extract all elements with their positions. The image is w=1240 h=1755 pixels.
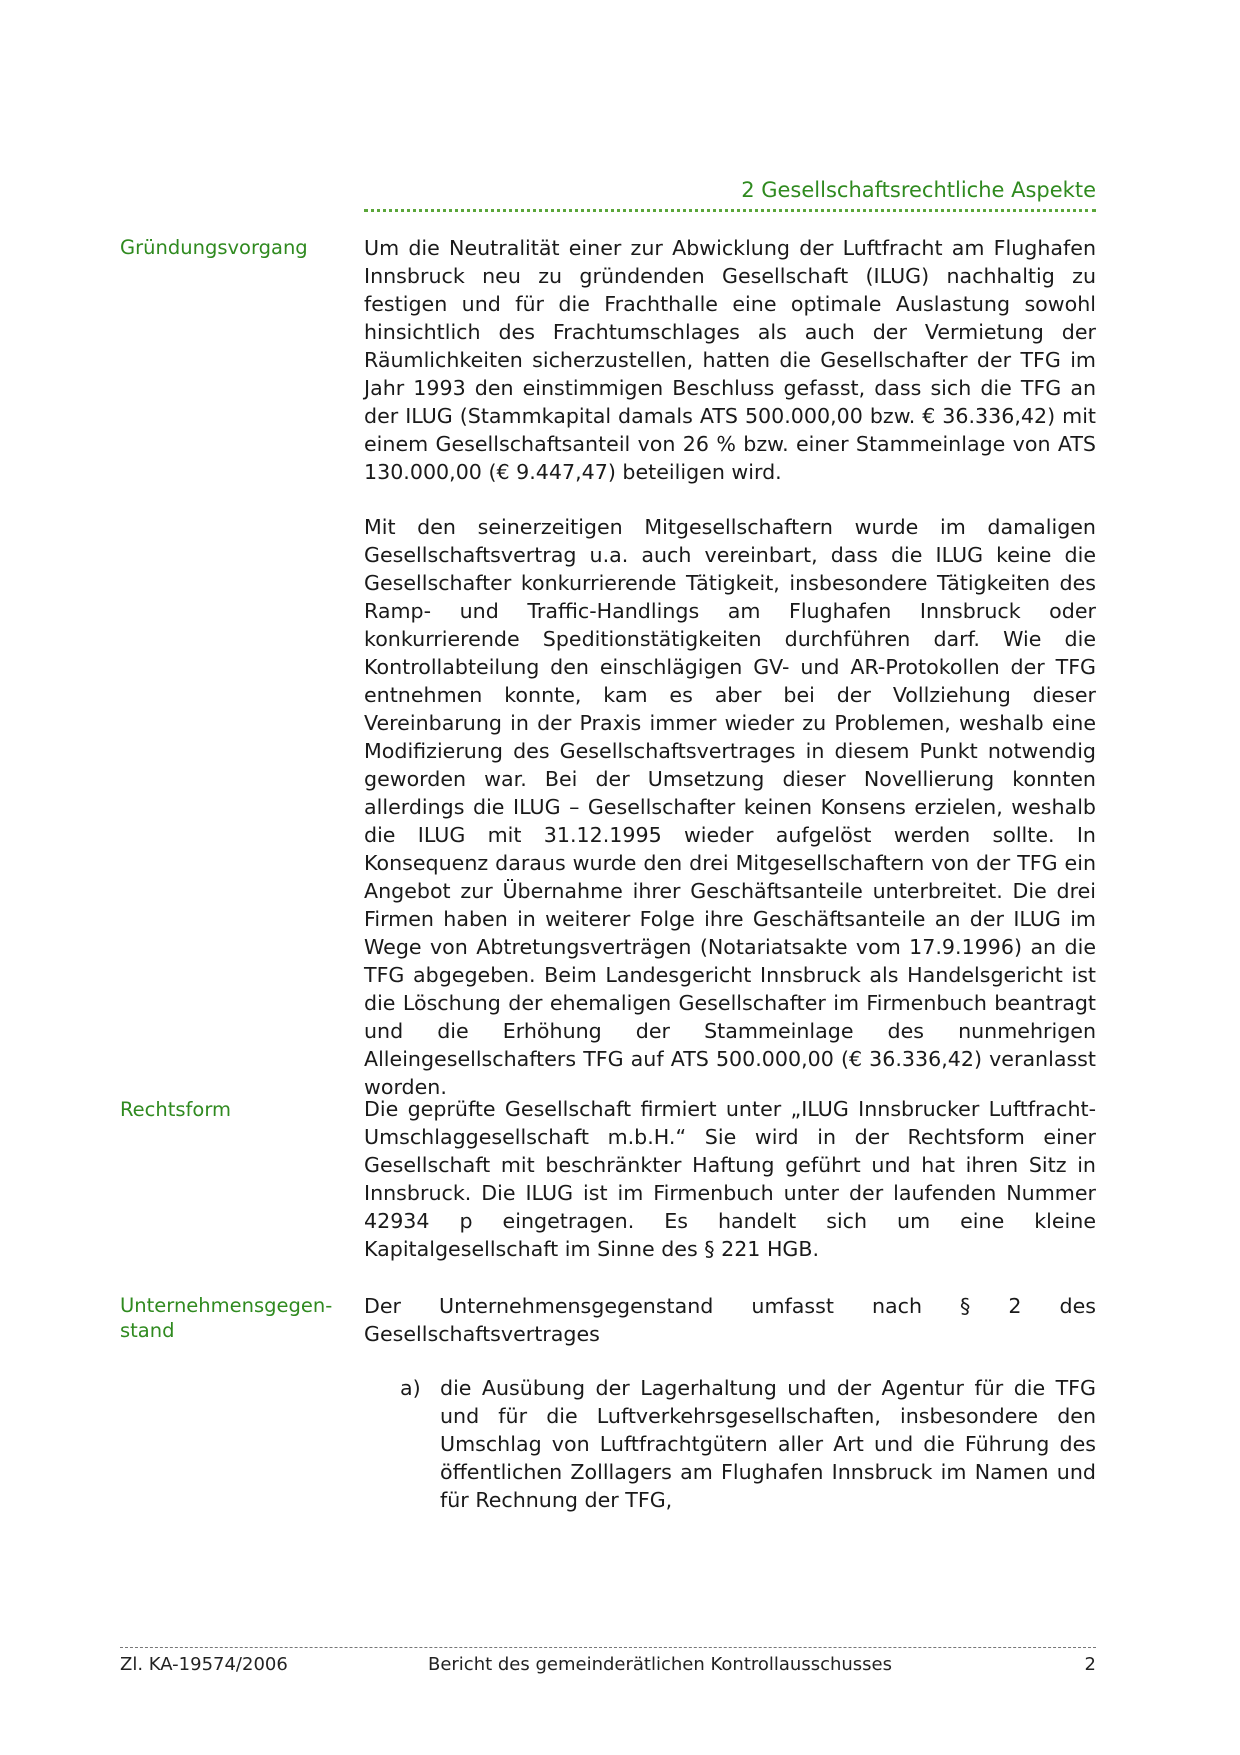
- footer-divider: [120, 1647, 1096, 1648]
- footer-title: Bericht des gemeinderätlichen Kontrollausschusses: [427, 1654, 893, 1675]
- paragraph-gruendung-1: Um die Neutralität einer zur Abwicklung der Luftfracht am Flughafen Innsbruck neu zu gründenden Gesellschaft (ILUG) nachhaltig zu festigen und für die Frachthalle eine optimale Auslastung sowohl hinsichtlich des Frachtumschlages als auch der Vermietung der Räumlichkeiten sicherzustellen, hatten die Gesellschafter der TFG im Jahr 1993 den einstimmigen Beschluss gefasst, dass sich die TFG an der ILUG (Stammkapital damals ATS 500.000,00 bzw. € 36.336,42) mit einem Gesellschaftsanteil von 26 % bzw. einer Stammeinlage von ATS 130.000,00 (€ 9.447,47) beteiligen wird.: [364, 236, 1096, 484]
- margin-label-rechtsform: Rechtsform: [120, 1098, 232, 1121]
- margin-label-line: stand: [120, 1319, 175, 1342]
- margin-label-unternehmensgegenstand: [120, 1293, 340, 1343]
- list-marker: a): [400, 1376, 421, 1400]
- footer-reference: Zl. KA-19574/2006: [120, 1654, 288, 1675]
- paragraph-gruendung-2: Mit den seinerzeitigen Mitgesellschaftern wurde im damaligen Gesellschaftsvertrag u.a. auch vereinbart, dass die ILUG keine die Gesellschafter konkurrierende Tätigkeit, insbesondere Tätigkeiten des Ramp- und Traffic-Handlings am Flughafen Innsbruck oder konkurrierende Speditionstätigkeiten durchführen darf. Wie die Kontrollabteilung den einschlägigen GV- und AR-Protokollen der TFG entnehmen konnte, kam es aber bei der Vollziehung dieser Vereinbarung in der Praxis immer wieder zu Problemen, weshalb eine Modifizierung des Gesellschaftsvertrages in diesem Punkt notwendig geworden war. Bei der Umsetzung dieser Novellierung konnten allerdings die ILUG – Gesellschafter keinen Konsens erzielen, weshalb die ILUG mit 31.12.1995 wieder aufgelöst werden sollte. In Konsequenz daraus wurde den drei Mitgesellschaftern von der TFG ein Angebot zur Übernahme ihrer Geschäftsanteile unterbreitet. Die drei Firmen haben in weiterer Folge ihre Geschäftsanteile an der ILUG im Wege von Abtretungsverträgen (Notariatsakte vom 17.9.1996) an die TFG abgegeben. Beim Landesgericht Innsbruck als Handelsgericht ist die Löschung der ehemaligen Gesellschafter im Firmenbuch beantragt und die Erhöhung der Stammeinlage des nunmehrigen Alleingesellschafters TFG auf ATS 500.000,00 (€ 36.336,42) veranlasst worden.: [364, 515, 1096, 1099]
- margin-label-line: Unternehmensgegen-: [120, 1294, 333, 1317]
- margin-label-gruendungsvorgang: Gründungsvorgang: [120, 236, 308, 259]
- header-divider: [364, 209, 1096, 212]
- page-number: 2: [1084, 1654, 1096, 1675]
- list-item-a: [400, 1374, 1096, 1514]
- paragraph-gegenstand: Der Unternehmensgegenstand umfasst nach § 2 des Gesellschaftsvertrages: [364, 1294, 1096, 1346]
- section-header: 2 Gesellschaftsrechtliche Aspekte: [741, 178, 1096, 202]
- list-item-text: die Ausübung der Lagerhaltung und der Agentur für die TFG und für die Luftverkehrsgesellschaften, insbesondere den Umschlag von Luftfrachtgütern aller Art und die Führung des öffentlichen Zolllagers am Flughafen Innsbruck im Namen und für Rechnung der TFG,: [440, 1376, 1096, 1512]
- paragraph-rechtsform: Die geprüfte Gesellschaft firmiert unter „ILUG Innsbrucker Luftfracht-Umschlaggesellschaft m.b.H.“ Sie wird in der Rechtsform einer Gesellschaft mit beschränkter Haftung geführt und hat ihren Sitz in Innsbruck. Die ILUG ist im Firmenbuch unter der laufenden Nummer 42934 p eingetragen. Es handelt sich um eine kleine Kapitalgesellschaft im Sinne des § 221 HGB.: [364, 1097, 1096, 1261]
